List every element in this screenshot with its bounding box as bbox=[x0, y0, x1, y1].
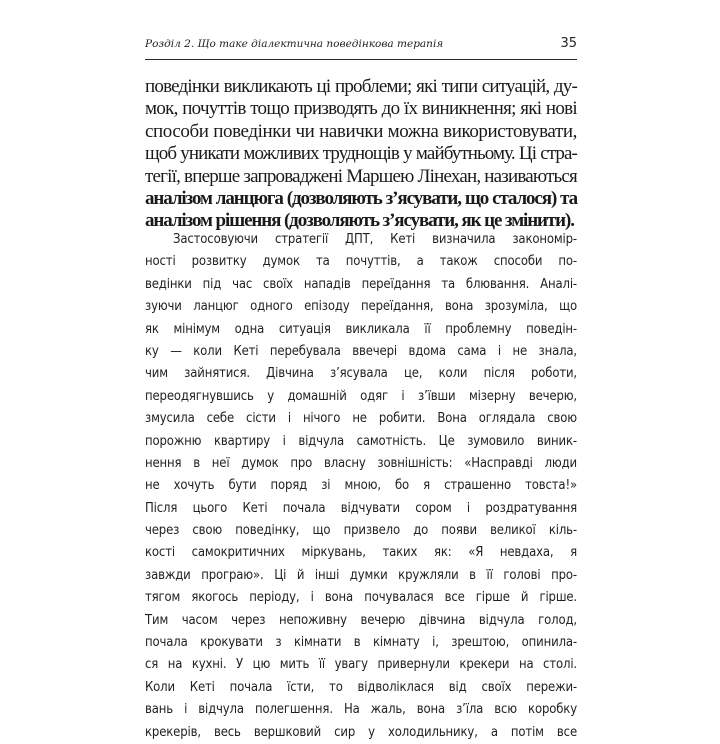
text-line: ведінки під час своїх нападів переїдання та блювання. Аналі- bbox=[145, 276, 577, 292]
paragraph-case-example bbox=[145, 229, 577, 744]
text-line: Після цього Кеті почала відчувати сором і роздратування bbox=[145, 500, 577, 516]
text-line: крекерів, весь вершковий сир у холодильнику, а потім все bbox=[145, 724, 577, 740]
text-line: мок, почуттів тощо призводять до їх виникнення; які нові bbox=[145, 98, 577, 120]
text-line: ності розвитку думок та почуттів, а також способи по- bbox=[145, 254, 577, 270]
page-number: 35 bbox=[560, 36, 577, 51]
text-line: не хочуть бути поряд зі мною, бо я страшенно товста!» bbox=[145, 478, 577, 494]
text-line: тягом якогось періоду, і вона почувалася все гірше й гірше. bbox=[145, 590, 577, 606]
text-line: через свою поведінку, що призвело до появи великої кіль- bbox=[145, 523, 577, 539]
chapter-title: Розділ 2. Що таке діалектична поведінкова терапія bbox=[145, 38, 444, 50]
text-line: переодягнувшись у домашній одяг і з’ївши мізерну вечерю, bbox=[145, 388, 577, 404]
text-line: почала крокувати з кімнати в кімнату і, зрештою, опинила- bbox=[145, 635, 577, 651]
text-line: чим зайнятися. Дівчина з’ясувала це, коли після роботи, bbox=[145, 366, 577, 382]
bold-term-line: аналізом рішення (дозволяють з’ясувати, як це змінити). bbox=[145, 210, 574, 232]
text-line: Застосовуючи стратегії ДПТ, Кеті визначила закономір- bbox=[173, 232, 577, 247]
text-line: способи поведінки чи навички можна використовувати, bbox=[145, 120, 577, 142]
text-line: ку — коли Кеті перебувала ввечері вдома сама і не знала, bbox=[145, 343, 577, 359]
text-line: поведінки викликають ці проблеми; які типи ситуацій, ду- bbox=[145, 76, 577, 97]
text-line: нення в неї думок про власну зовнішність: «Насправді люди bbox=[145, 455, 577, 471]
text-line: щоб уникати можливих труднощів у майбутньому. Ці стра- bbox=[145, 143, 577, 165]
text-line: тегії, вперше запроваджені Маршею Лінехан, називаються bbox=[145, 165, 577, 187]
text-line: Коли Кеті почала їсти, то відволіклася від своїх пережи- bbox=[145, 679, 577, 695]
text-line: порожню квартиру і відчула самотність. Це зумовило виник- bbox=[145, 433, 577, 449]
running-header bbox=[145, 37, 577, 60]
text-line: Тим часом через непоживну вечерю дівчина відчула голод, bbox=[145, 612, 577, 628]
text-line: як мінімум одна ситуація викликала її проблемну поведін- bbox=[145, 321, 577, 337]
text-line: вань і відчула полегшення. На жаль, вона з’їла всю коробку bbox=[145, 702, 577, 718]
paragraph-summary bbox=[145, 76, 577, 233]
text-line: ся на кухні. У цю мить її увагу привернули крекери на столі. bbox=[145, 657, 577, 673]
text-line: кості самокритичних міркувань, таких як: «Я невдаха, я bbox=[145, 545, 577, 561]
text-line: змусила себе сісти і нічого не робити. Вона оглядала свою bbox=[145, 411, 577, 427]
text-line: зуючи ланцюг одного епізоду переїдання, вона зрозуміла, що bbox=[145, 299, 577, 315]
text-line: завжди програю». Ці й інші думки кружляли в її голові про- bbox=[145, 567, 577, 583]
bold-term-line: аналізом ланцюга (дозволяють з’ясувати, що сталося) та bbox=[145, 187, 577, 209]
